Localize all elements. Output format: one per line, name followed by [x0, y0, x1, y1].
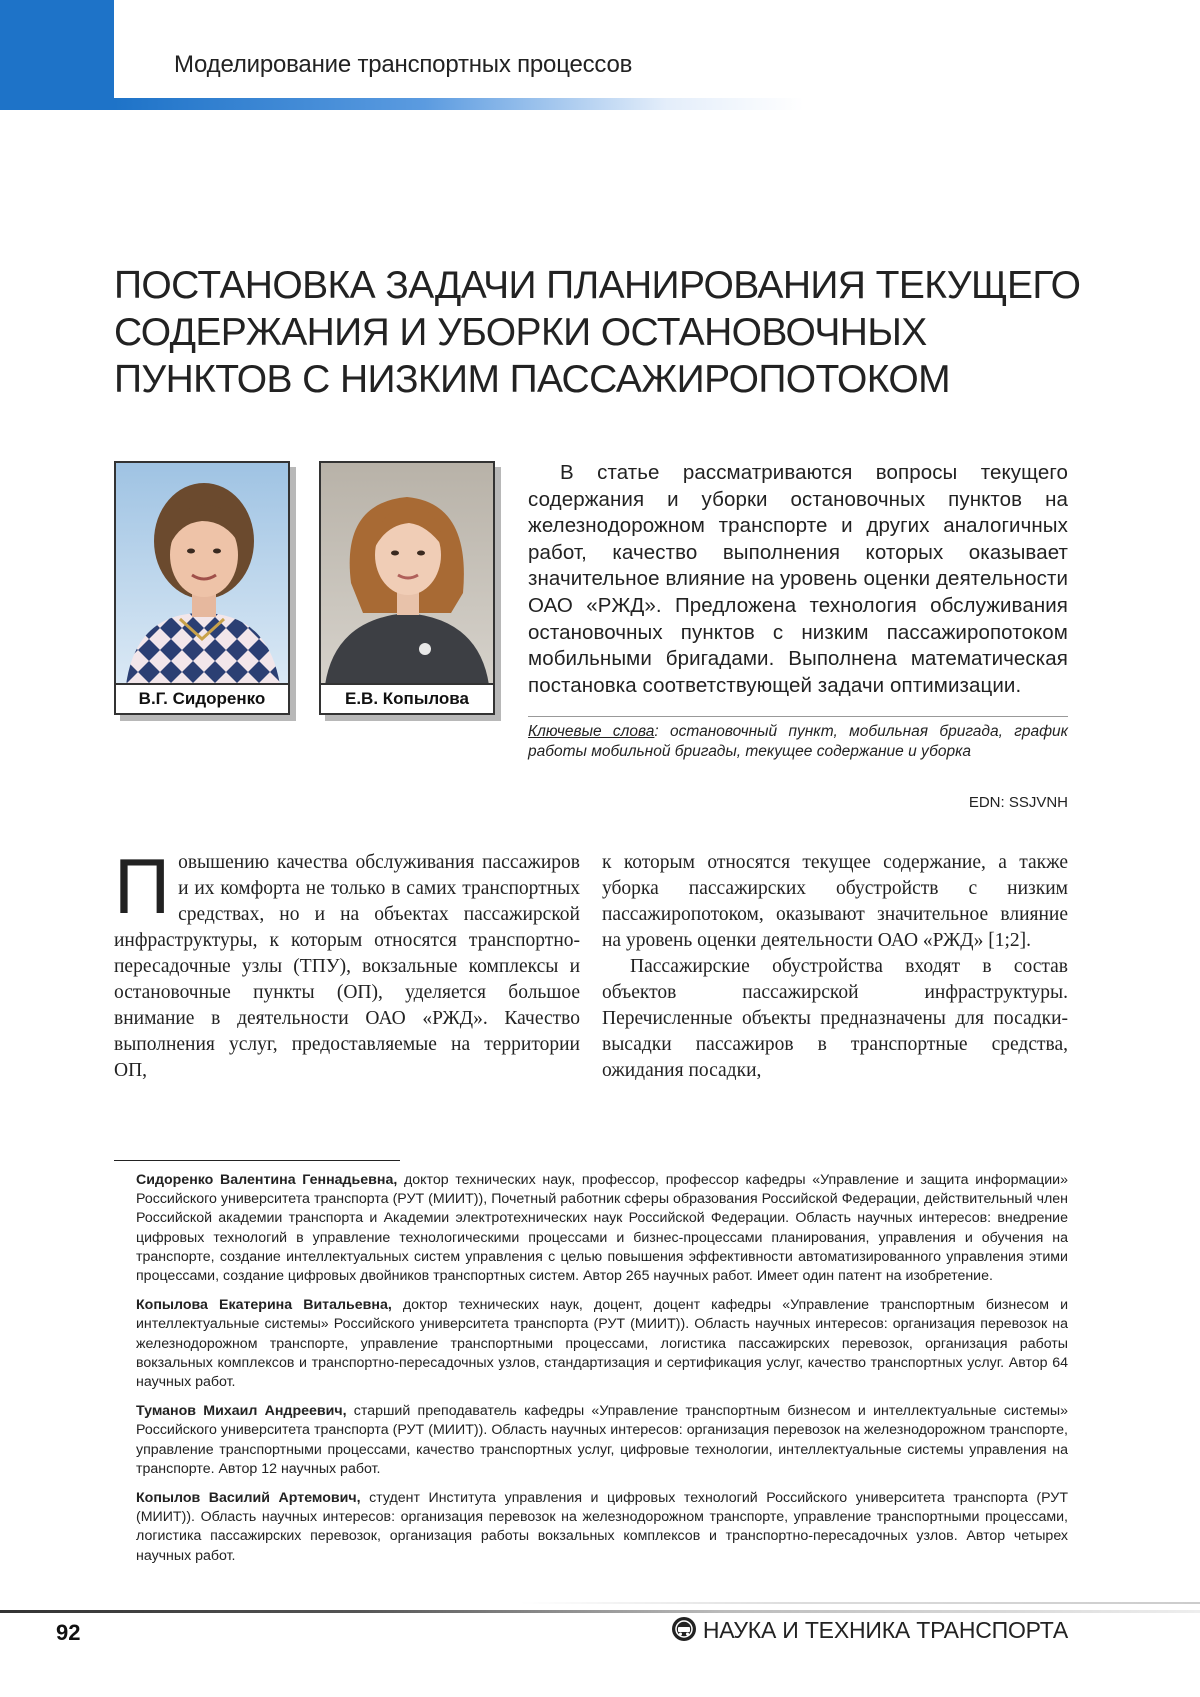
author-footnotes: [136, 1171, 1068, 1576]
keywords-label: Ключевые слова: [528, 723, 655, 740]
portrait-image: [116, 463, 288, 685]
author-caption: Е.В. Копылова: [321, 683, 493, 713]
header-accent-block: [0, 0, 114, 110]
section-title: Моделирование транспортных процессов: [174, 51, 633, 78]
body-paragraph: Пассажирские обустройства входят в состав объектов пассажирской инфраструктуры. Перечисленные объекты предназначены для посадки-высадки пассажиров в транспортные средства, ожидания посадки,: [602, 956, 1068, 1081]
footnote-author-name: Туманов Михаил Андреевич,: [136, 1403, 347, 1420]
article-abstract: В статье рассматриваются вопросы текущего содержания и уборки остановочных пунктов на железнодорожном транспорте и других аналогичных работ, качество выполнения которых оказывает значительное влияние на уровень оценки деятельности ОАО «РЖД». Предложена технология обслуживания остановочных пунктов с низким пассажиропотоком мобильными бригадами. Выполнена математическая постановка соответствующей задачи оптимизации.: [528, 461, 1068, 697]
journal-name: НАУКА И ТЕХНИКА ТРАНСПОРТА: [702, 1617, 1068, 1643]
body-paragraph: к которым относятся текущее содержание, а также уборка пассажирских обустройств с низким пассажиропотоком, оказывают значительное влияние на уровень оценки деятельности ОАО «РЖД» [1;2].: [602, 852, 1068, 951]
author-photo-kopylova: [319, 461, 495, 715]
footnote-text: доктор технических наук, профессор, профессор кафедры «Управление и защита информации» Российского университета транспорта (РУТ (МИИТ)), Почетный работник сферы образования Российской Федерации, действительный член Российской академии транспорта и Академии электротехнических наук Российской Федерации. Область научных интересов: внедрение цифровых технологий в управление технологическими процессами и бизнес-процессами планирования, управления и обучения на транспорте, создание интеллектуальных систем управления с целью повышения эффективности автоматизированного управления этими процессами, создание цифровых двойников транспортных систем. Автор 265 научных работ. Имеет один патент на изобретение.: [136, 1172, 1068, 1285]
footnote-divider: [114, 1160, 400, 1161]
footnote-entry: [136, 1296, 1068, 1392]
footer-rule: [0, 1610, 1200, 1613]
footnote-author-name: Копылова Екатерина Витальевна,: [136, 1297, 392, 1314]
author-caption: В.Г. Сидоренко: [116, 683, 288, 713]
footnote-entry: [136, 1402, 1068, 1479]
body-column-right: [602, 850, 1068, 1084]
keywords: [528, 722, 1068, 762]
keywords-text: : остановочный пункт, мобильная бригада, график работы мобильной бригады, текущее содержание и уборка: [528, 723, 1068, 760]
footnote-text: старший преподаватель кафедры «Управление транспортным бизнесом и интеллектуальные системы» Российского университета транспорта (РУТ (МИИТ)). Область научных интересов: организация перевозок на железнодорожном транспорте, управление транспортными процессами, качество транспортных услуг, цифровые технологии, интеллектуальные системы управления на транспорте. Автор 12 научных работ.: [136, 1403, 1068, 1477]
author-photo-sidorenko: [114, 461, 290, 715]
drop-cap: П: [114, 842, 171, 930]
footnote-author-name: Копылов Василий Артемович,: [136, 1490, 361, 1507]
body-text-left: овышению качества обслуживания пассажиров и их комфорта не только в самих транспортных средствах, но и на объектах пассажирской инфраструктуры, к которым относятся транспортно-пересадочные узлы (ТПУ), вокзальные комплексы и остановочные пункты (ОП), уделяется большое внимание в деятельности ОАО «РЖД». Качество выполнения услуг, предоставляемые на территории ОП,: [114, 852, 580, 1081]
page-number: 92: [56, 1620, 81, 1645]
body-column-left: [114, 842, 580, 1084]
footnote-entry: [136, 1171, 1068, 1286]
header-gradient-bar: [114, 98, 804, 110]
footnote-author-name: Сидоренко Валентина Геннадьевна,: [136, 1172, 398, 1188]
article-title: ПОСТАНОВКА ЗАДАЧИ ПЛАНИРОВАНИЯ ТЕКУЩЕГО СОДЕРЖАНИЯ И УБОРКИ ОСТАНОВОЧНЫХ ПУНКТОВ С НИЗКИМ ПАССАЖИРОПОТОКОМ: [114, 264, 1081, 402]
footnote-text: доктор технических наук, доцент, доцент кафедры «Управление транспортным бизнесом и интеллектуальные системы» Российского университета транспорта (РУТ (МИИТ)). Область научных интересов: организация перевозок на железнодорожном транспорте, управление транспортными процессами, логистика пассажирских перевозок, организация работы вокзальных комплексов и транспортно-пересадочных узлов, стандартизация и сертификация услуг, качество транспортных услуг. Автор 64 научных работ.: [136, 1297, 1068, 1391]
footer-decoration: [520, 1602, 1200, 1604]
portrait-image: [321, 463, 493, 685]
keywords-divider: [528, 716, 1068, 717]
footnote-text: студент Института управления и цифровых технологий Российского университета транспорта (РУТ (МИИТ)). Область научных интересов: организация перевозок на железнодорожном транспорте, управление транспортными процессами, логистика пассажирских перевозок, организация работы вокзальных комплексов и транспортно-пересадочных узлов. Автор четырех научных работ.: [136, 1490, 1068, 1564]
footnote-entry: [136, 1489, 1068, 1566]
journal-logo-icon: [671, 1616, 697, 1642]
edn-identifier: EDN: SSJVNH: [968, 794, 1068, 811]
journal-name-block: [671, 1616, 1068, 1644]
